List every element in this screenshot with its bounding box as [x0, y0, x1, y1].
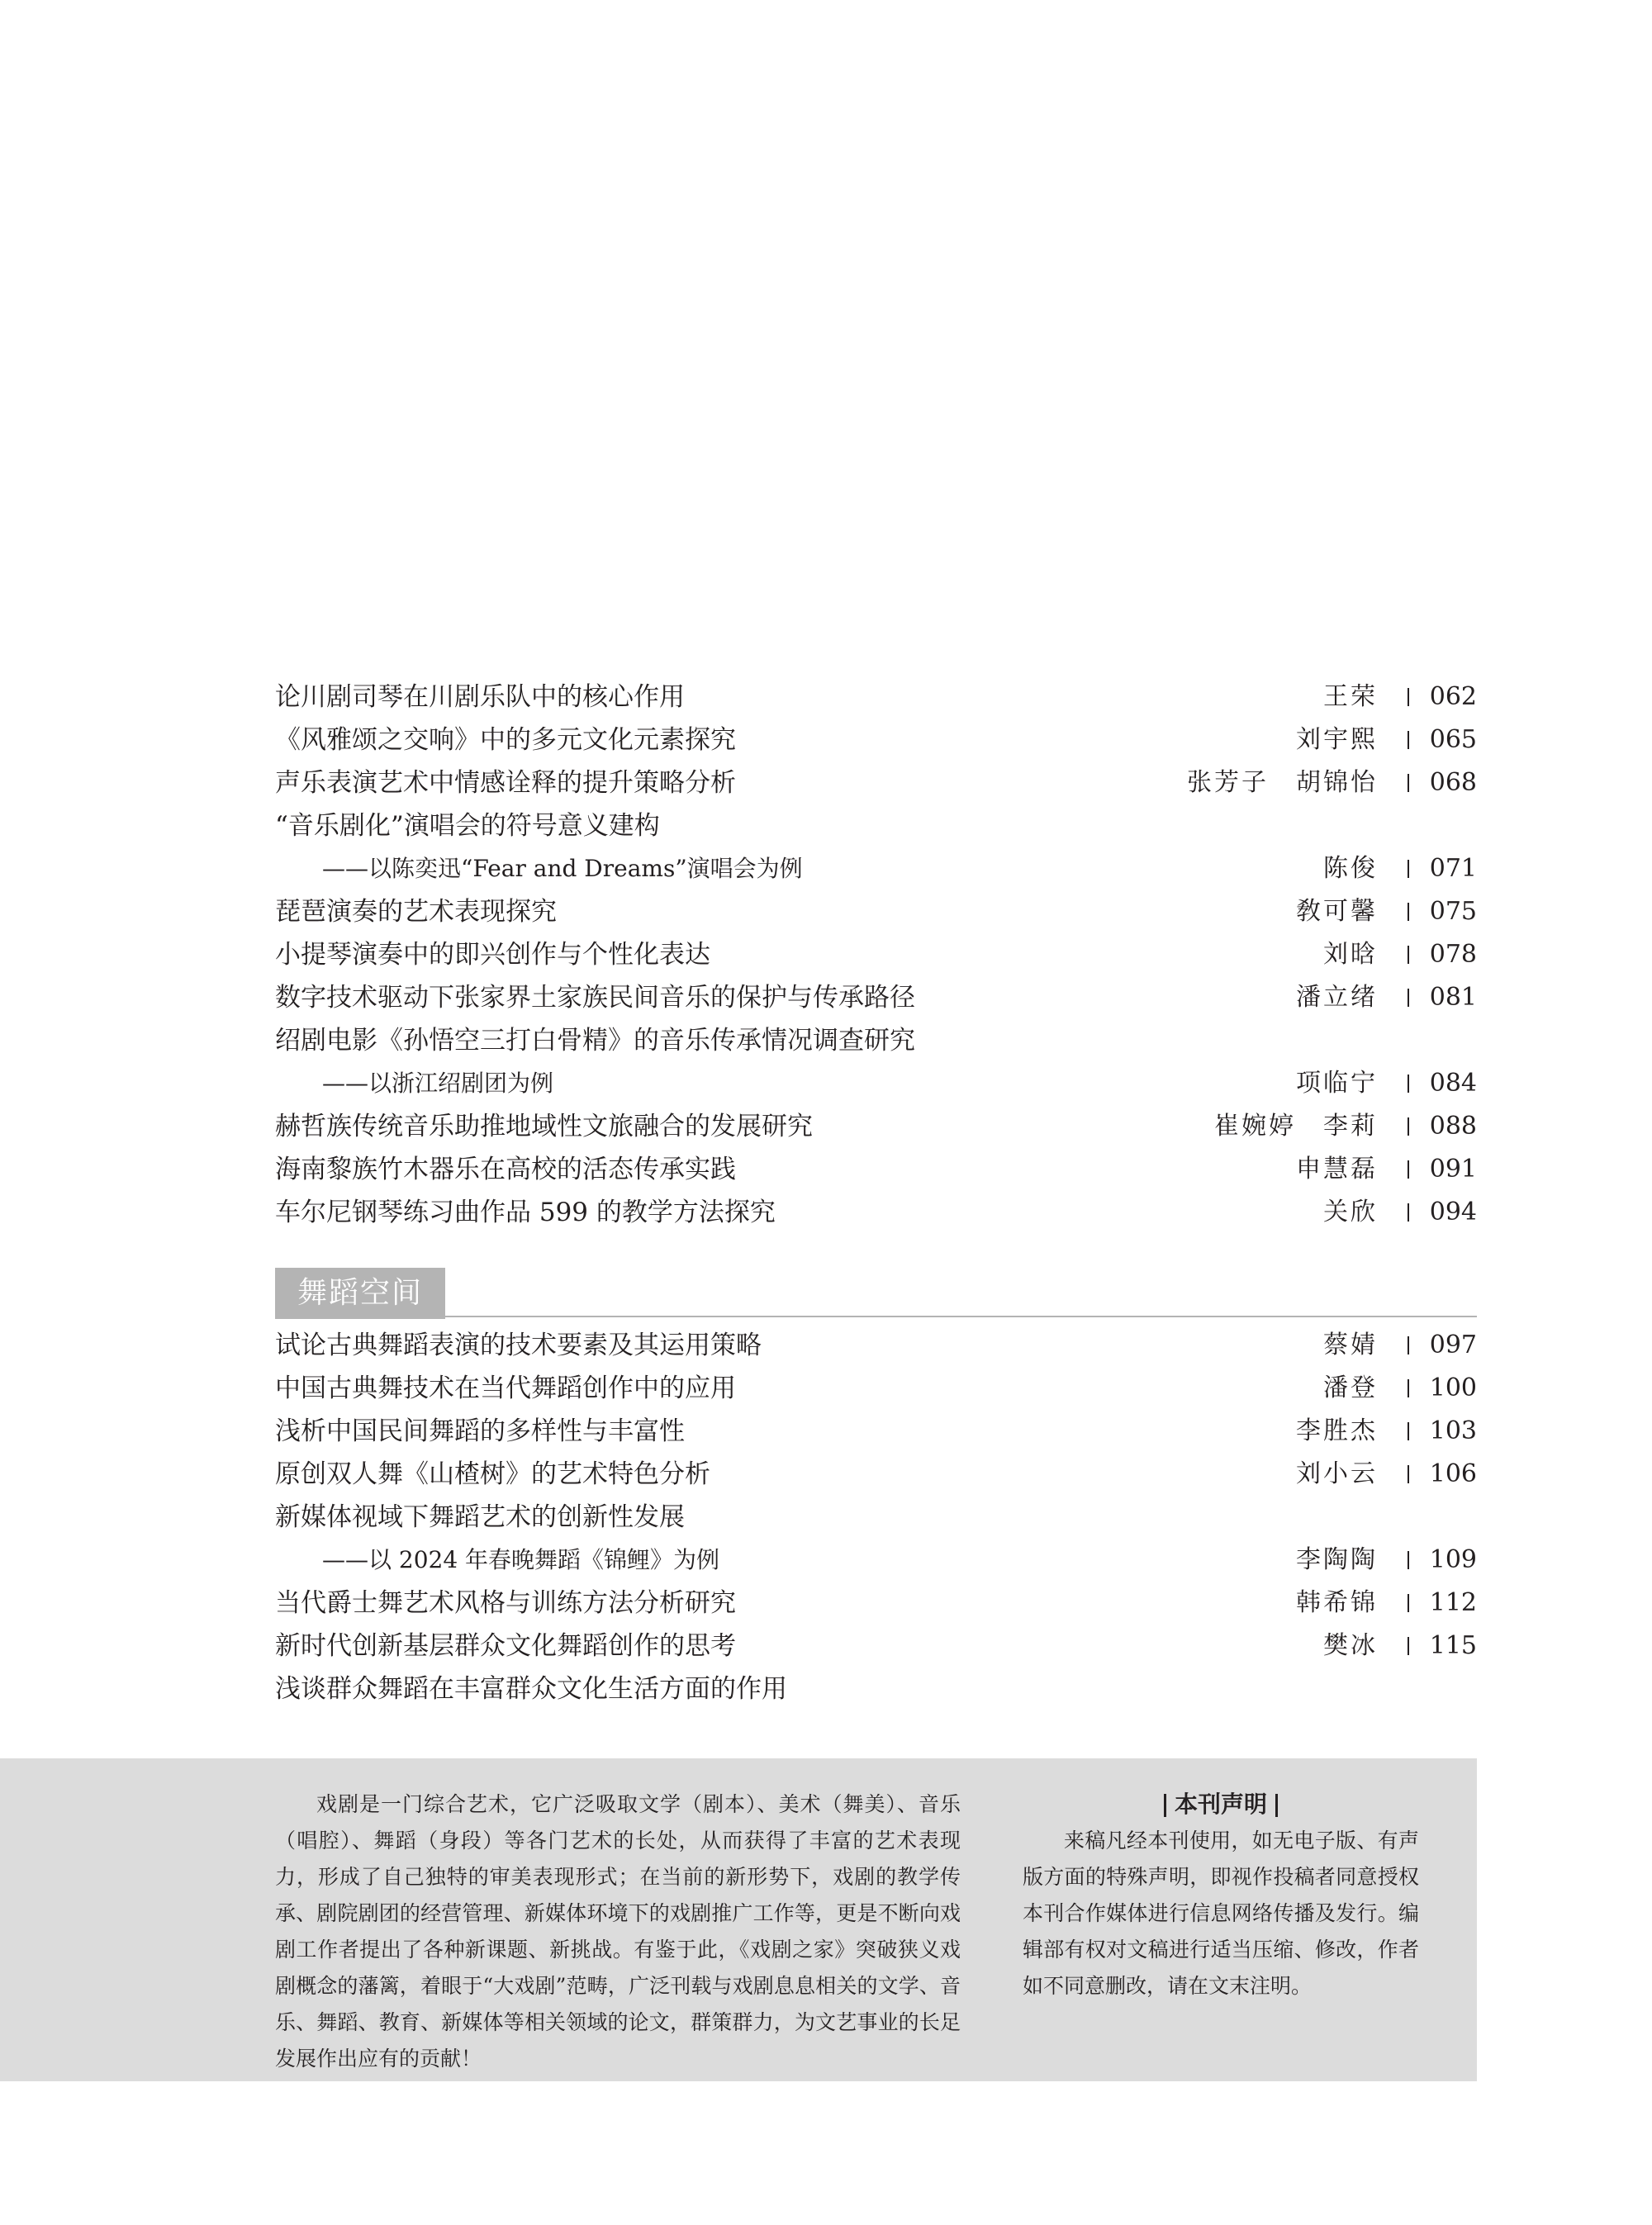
article-author: 潘登	[1323, 1373, 1378, 1402]
toc-row[interactable]	[275, 976, 1477, 1019]
article-title: 车尔尼钢琴练习曲作品 599 的教学方法探究	[275, 1198, 776, 1227]
toc-row[interactable]	[275, 804, 1477, 847]
article-author: 韩希锦	[1296, 1588, 1378, 1617]
toc-row[interactable]	[275, 1582, 1477, 1625]
toc-row[interactable]	[275, 1324, 1477, 1367]
toc-row[interactable]	[275, 1453, 1477, 1496]
article-author: 项临宁	[1296, 1069, 1378, 1098]
article-title: 新时代创新基层群众文化舞蹈创作的思考	[275, 1631, 736, 1661]
article-title: 小提琴演奏中的即兴创作与个性化表达	[275, 940, 710, 970]
article-author: 樊冰	[1323, 1631, 1378, 1660]
article-author: 李陶陶	[1296, 1545, 1378, 1574]
article-title: 琵琶演奏的艺术表现探究	[275, 897, 557, 927]
article-author: 刘晗	[1323, 940, 1378, 969]
article-author: 王荣	[1323, 682, 1378, 711]
toc-row[interactable]	[275, 1019, 1477, 1062]
section-divider	[445, 1316, 1477, 1317]
page-number: 068	[1430, 761, 1477, 804]
page-number: 112	[1430, 1582, 1477, 1625]
page-number: 109	[1430, 1539, 1477, 1582]
article-title: “音乐剧化”演唱会的符号意义建构	[275, 811, 660, 841]
music-toc	[275, 676, 1477, 1234]
toc-subtitle-row[interactable]	[275, 847, 1477, 890]
article-author: 关欣	[1323, 1198, 1378, 1226]
article-author: 刘小云	[1296, 1459, 1378, 1488]
article-title: 试论古典舞蹈表演的技术要素及其运用策略	[275, 1331, 762, 1360]
toc-row[interactable]	[275, 1496, 1477, 1539]
article-title: 绍剧电影《孙悟空三打白骨精》的音乐传承情况调查研究	[275, 1026, 915, 1056]
article-subtitle: ——以陈奕迅“Fear and Dreams”演唱会为例	[322, 855, 803, 882]
page-number: 062	[1430, 676, 1477, 719]
article-author: 敎可馨	[1296, 897, 1378, 926]
toc-subtitle-row[interactable]	[275, 1062, 1477, 1105]
notice-title: 本刊声明	[1174, 1791, 1267, 1818]
toc-row[interactable]	[275, 1148, 1477, 1191]
article-title: 论川剧司琴在川剧乐队中的核心作用	[275, 682, 685, 712]
page-number: 097	[1430, 1324, 1477, 1367]
page-number: 081	[1430, 976, 1477, 1019]
toc-row[interactable]	[275, 1105, 1477, 1148]
left-bar-ornament	[1164, 1794, 1166, 1817]
article-subtitle: ——以浙江绍剧团为例	[322, 1070, 554, 1097]
article-author: 陈俊	[1323, 854, 1378, 883]
article-title: 浅析中国民间舞蹈的多样性与丰富性	[275, 1416, 685, 1446]
article-title: 赫哲族传统音乐助推地域性文旅融合的发展研究	[275, 1112, 813, 1141]
toc-row[interactable]	[275, 719, 1477, 761]
page-number: 100	[1430, 1367, 1477, 1410]
article-title: 数字技术驱动下张家界土家族民间音乐的保护与传承路径	[275, 983, 915, 1013]
toc-row[interactable]	[275, 676, 1477, 719]
page-number: 103	[1430, 1410, 1477, 1453]
dance-section-title: 舞蹈空间	[275, 1268, 445, 1319]
page-number: 084	[1430, 1062, 1477, 1105]
music-toc-list	[275, 676, 1477, 1234]
page-number: 075	[1430, 890, 1477, 933]
dance-toc	[275, 1324, 1477, 1710]
notice-box	[1023, 1786, 1419, 2004]
page-number: 078	[1430, 933, 1477, 976]
article-title: 《风雅颂之交响》中的多元文化元素探究	[275, 725, 736, 755]
article-author: 申慧磊	[1296, 1155, 1378, 1184]
dance-toc-list	[275, 1324, 1477, 1710]
article-author: 李胜杰	[1296, 1416, 1378, 1445]
article-author: 崔婉婷 李莉	[1214, 1112, 1378, 1141]
article-title: 声乐表演艺术中情感诠释的提升策略分析	[275, 768, 736, 798]
article-title: 海南黎族竹木器乐在高校的活态传承实践	[275, 1155, 736, 1184]
toc-row[interactable]	[275, 1410, 1477, 1453]
page-number: 094	[1430, 1191, 1477, 1234]
article-title: 新媒体视域下舞蹈艺术的创新性发展	[275, 1502, 685, 1532]
article-author: 张芳子 胡锦怡	[1187, 768, 1378, 797]
info-panel	[0, 1758, 1477, 2081]
notice-heading	[1023, 1786, 1419, 1823]
toc-row[interactable]	[275, 1367, 1477, 1410]
notice-body: 来稿凡经本刊使用，如无电子版、有声版方面的特殊声明，即视作投稿者同意授权本刊合作媒体进行信息网络传播及发行。编辑部有权对文稿进行适当压缩、修改，作者如不同意删改，请在文末注明。	[1023, 1829, 1419, 1998]
article-title: 当代爵士舞艺术风格与训练方法分析研究	[275, 1588, 736, 1618]
right-bar-ornament	[1275, 1794, 1278, 1817]
toc-row[interactable]	[275, 890, 1477, 933]
dance-section-header	[275, 1268, 1477, 1319]
article-subtitle: ——以 2024 年春晚舞蹈《锦鲤》为例	[322, 1546, 720, 1573]
toc-row[interactable]	[275, 1191, 1477, 1234]
article-author: 蔡婧	[1323, 1331, 1378, 1359]
page-number: 065	[1430, 719, 1477, 761]
article-author: 刘宇熙	[1296, 725, 1378, 754]
article-title: 浅谈群众舞蹈在丰富群众文化生活方面的作用	[275, 1674, 787, 1704]
article-title: 中国古典舞技术在当代舞蹈创作中的应用	[275, 1373, 736, 1403]
page-number: 088	[1430, 1105, 1477, 1148]
page-number: 091	[1430, 1148, 1477, 1191]
page-number: 106	[1430, 1453, 1477, 1496]
page-number: 115	[1430, 1625, 1477, 1668]
toc-row[interactable]	[275, 761, 1477, 804]
article-title: 原创双人舞《山楂树》的艺术特色分析	[275, 1459, 710, 1489]
article-author: 潘立绪	[1296, 983, 1378, 1012]
toc-subtitle-row[interactable]	[275, 1539, 1477, 1582]
toc-row[interactable]	[275, 1625, 1477, 1668]
journal-intro	[275, 1786, 961, 2077]
toc-row[interactable]	[275, 933, 1477, 976]
page-number: 071	[1430, 847, 1477, 890]
intro-paragraph: 戏剧是一门综合艺术，它广泛吸取文学（剧本）、美术（舞美）、音乐（唱腔）、舞蹈（身段）等各门艺术的长处，从而获得了丰富的艺术表现力，形成了自己独特的审美表现形式；在当前的新形势下，戏剧的教学传承、剧院剧团的经营管理、新媒体环境下的戏剧推广工作等，更是不断向戏剧工作者提出了各种新课题、新挑战。有鉴于此，《戏剧之家》突破狭义戏剧概念的藩篱，着眼于“大戏剧”范畴，广泛刊载与戏剧息息相关的文学、音乐、舞蹈、教育、新媒体等相关领域的论文，群策群力，为文艺事业的长足发展作出应有的贡献！	[275, 1792, 961, 2071]
toc-row[interactable]	[275, 1668, 1477, 1710]
